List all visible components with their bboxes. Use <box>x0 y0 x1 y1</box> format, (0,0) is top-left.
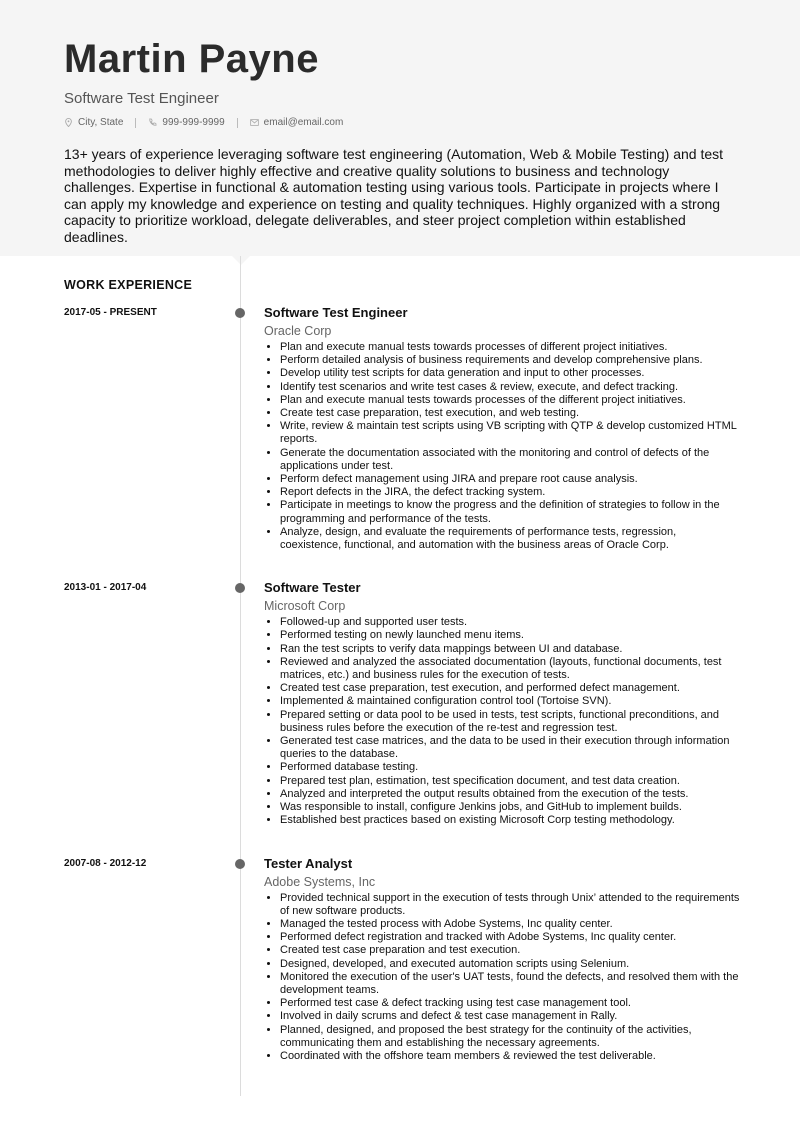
list-item: • Provided technical support in the execution of tests through Unix’ attended to the requirements of new software products. <box>280 892 740 918</box>
list-item: • Create test case preparation, test execution, and web testing. <box>280 407 740 420</box>
candidate-name: Martin Payne <box>64 37 319 81</box>
list-item: • Was responsible to install, configure Jenkins jobs, and GitHub to implement builds. <box>280 801 740 814</box>
resume-body <box>0 256 800 1063</box>
list-item: • Identify test scenarios and write test cases & review, execute, and defect tracking. <box>280 381 740 394</box>
list-item: • Generate the documentation associated with the monitoring and control of defects of the applications under test. <box>280 447 740 473</box>
job-dates: 2007-08 - 2012-12 <box>64 857 147 869</box>
divider <box>237 118 238 128</box>
contact-phone <box>148 117 224 128</box>
list-item: • Write, review & maintain test scripts using VB scripting with QTP & develop customized HTML reports. <box>280 420 740 446</box>
list-item: • Followed-up and supported user tests. <box>280 616 740 629</box>
job-entry <box>64 305 800 552</box>
list-item: • Analyzed and interpreted the output results obtained from the execution of the tests. <box>280 788 740 801</box>
list-item: • Prepared setting or data pool to be used in tests, test scripts, functional preconditions, and business rules before the execution of the re-test and regression test. <box>280 709 740 735</box>
list-item: • Performed testing on newly launched menu items. <box>280 629 740 642</box>
list-item: • Ran the test scripts to verify data mappings between UI and database. <box>280 643 740 656</box>
location-pin-icon <box>64 118 73 127</box>
timeline-dot <box>235 859 245 869</box>
email-text[interactable]: email@email.com <box>263 117 344 128</box>
list-item: • Perform detailed analysis of business requirements and develop comprehensive plans. <box>280 354 740 367</box>
job-bullets <box>264 892 740 1064</box>
timeline-dot <box>235 583 245 593</box>
resume-header <box>0 0 800 256</box>
location-text: City, State <box>78 117 124 128</box>
list-item: • Performed defect registration and tracked with Adobe Systems, Inc quality center. <box>280 931 740 944</box>
list-item: • Prepared test plan, estimation, test specification document, and test data creation. <box>280 775 740 788</box>
list-item: • Implemented & maintained configuration control tool (Tortoise SVN). <box>280 695 740 708</box>
company-name: Oracle Corp <box>264 324 332 338</box>
professional-summary: 13+ years of experience leveraging software test engineering (Automation, Web & Mobile Testing) and test methodologies to deliver highly effective and creative quality solutions to business and technology challenges. Expertise in functional & automation testing using various tools. Participate in projects where I can apply my knowledge and experience on testing and quality techniques. Highly organized with a strong capacity to prioritize workload, delegate deliverables, and steer project completion within established deadlines. <box>64 146 724 245</box>
job-bullets <box>264 616 740 827</box>
list-item: • Report defects in the JIRA, the defect tracking system. <box>280 486 740 499</box>
job-entry <box>64 856 800 1064</box>
list-item: • Performed database testing. <box>280 761 740 774</box>
job-bullets <box>264 341 740 552</box>
section-heading-work-experience: WORK EXPERIENCE <box>64 278 193 292</box>
list-item: • Managed the tested process with Adobe Systems, Inc quality center. <box>280 918 740 931</box>
contact-location <box>64 117 123 128</box>
contact-email <box>250 117 344 128</box>
list-item: • Plan and execute manual tests towards processes of different project initiatives. <box>280 341 740 354</box>
list-item: • Created test case preparation, test execution, and performed defect management. <box>280 682 740 695</box>
job-title: Tester Analyst <box>264 855 353 871</box>
envelope-icon <box>250 118 259 127</box>
list-item: • Reviewed and analyzed the associated documentation (layouts, functional documents, test matrices, etc.) and business rules for the execution of tests. <box>280 656 740 682</box>
list-item: • Monitored the execution of the user's UAT tests, found the defects, and resolved them with the development teams. <box>280 971 740 997</box>
list-item: • Analyze, design, and evaluate the requirements of performance tests, regression, coexistence, functional, and automation with the business areas of Oracle Corp. <box>280 526 740 552</box>
list-item: • Coordinated with the offshore team members & reviewed the test deliverable. <box>280 1050 740 1063</box>
list-item: • Plan and execute manual tests towards processes of the different project initiatives. <box>280 394 740 407</box>
company-name: Adobe Systems, Inc <box>264 874 376 889</box>
phone-icon <box>148 118 157 127</box>
job-details <box>264 305 740 552</box>
list-item: • Created test case preparation and test execution. <box>280 944 740 957</box>
job-title: Software Tester <box>264 580 361 596</box>
job-details <box>264 856 740 1064</box>
list-item: • Generated test case matrices, and the data to be used in their execution through information queries to the database. <box>280 735 740 761</box>
divider <box>135 118 136 128</box>
phone-text: 999-999-9999 <box>162 117 225 128</box>
job-title-headline: Software Test Engineer <box>64 90 219 107</box>
job-dates: 2013-01 - 2017-04 <box>64 582 147 594</box>
list-item: • Perform defect management using JIRA and prepare root cause analysis. <box>280 473 740 486</box>
job-title: Software Test Engineer <box>264 305 408 320</box>
company-name: Microsoft Corp <box>264 599 346 614</box>
job-details <box>264 580 740 827</box>
timeline-dot <box>235 308 245 318</box>
list-item: • Develop utility test scripts for data generation and input to other processes. <box>280 367 740 380</box>
list-item: • Involved in daily scrums and defect & test case management in Rally. <box>280 1010 740 1023</box>
job-dates: 2017-05 - PRESENT <box>64 307 157 318</box>
list-item: • Established best practices based on existing Microsoft Corp testing methodology. <box>280 814 740 827</box>
list-item: • Planned, designed, and proposed the best strategy for the continuity of the activities, communicating them and establishing the necessary agreements. <box>280 1024 740 1050</box>
list-item: • Participate in meetings to know the progress and the definition of strategies to follow in the programming and performance of the tests. <box>280 499 740 525</box>
contact-info <box>64 117 736 128</box>
list-item: • Designed, developed, and executed automation scripts using Selenium. <box>280 958 740 971</box>
list-item: • Performed test case & defect tracking using test case management tool. <box>280 997 740 1010</box>
job-entry <box>64 580 800 827</box>
